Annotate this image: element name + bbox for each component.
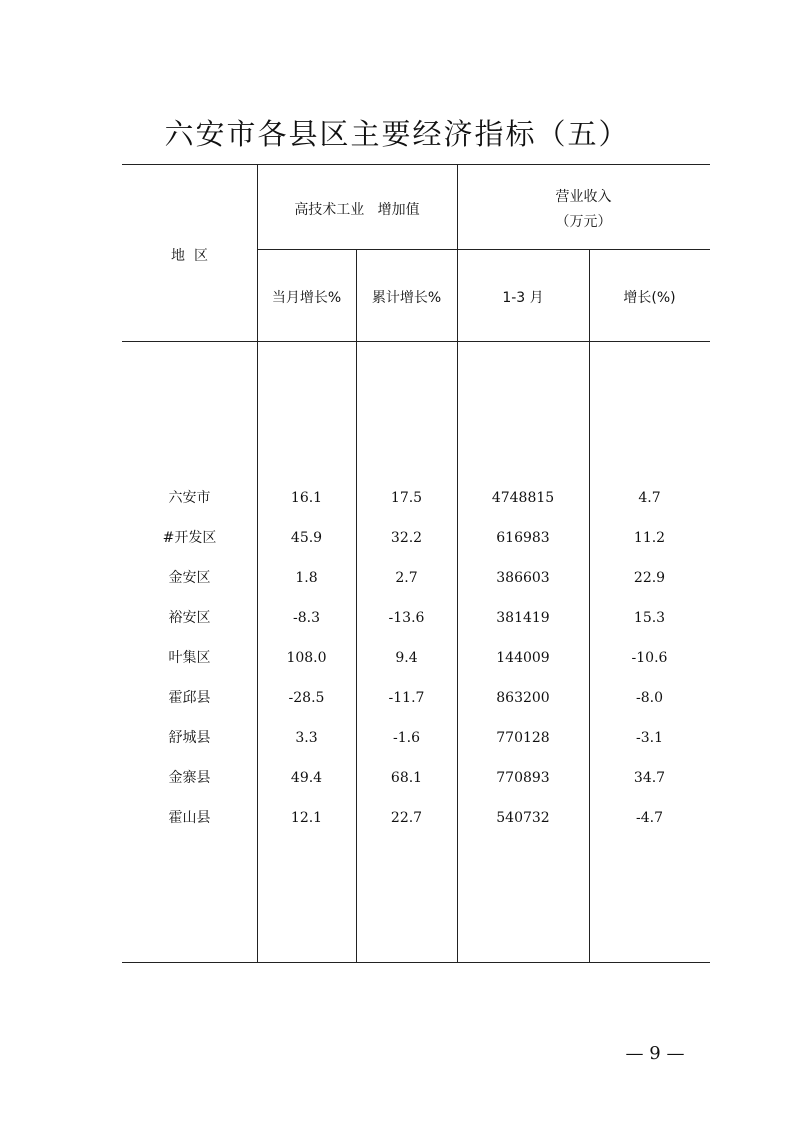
cell-revenue: 540732 [496,810,550,826]
cell-monthly-growth: 49.4 [290,770,323,786]
cell-cumulative-growth: 32.2 [390,530,423,546]
cell-region: 霍山县 [168,810,211,826]
cell-cumulative-growth: 9.4 [395,650,418,666]
col-divider-3 [457,164,458,963]
page-number: — 9 — [625,1043,685,1064]
cell-cumulative-growth: 17.5 [390,490,423,506]
cell-revenue-growth: 11.2 [633,530,666,546]
header-group-high-tech: 高技术工业 增加值 [294,202,420,218]
cell-cumulative-growth: -1.6 [393,730,420,746]
cell-cumulative-growth: -13.6 [388,610,425,626]
cell-monthly-growth: 12.1 [290,810,323,826]
cell-region: 金寨县 [168,770,211,786]
cell-monthly-growth: 3.3 [295,730,318,746]
cell-revenue: 616983 [496,530,550,546]
cell-revenue: 4748815 [491,490,555,506]
header-region: 地 区 [171,248,208,264]
cell-revenue: 770128 [496,730,550,746]
cell-region: 叶集区 [168,650,211,666]
cell-cumulative-growth: 2.7 [395,570,418,586]
cell-revenue: 144009 [496,650,550,666]
cell-cumulative-growth: 22.7 [390,810,423,826]
cell-revenue: 386603 [496,570,550,586]
col-divider-1 [257,164,258,963]
cell-monthly-growth: 1.8 [295,570,318,586]
cell-revenue: 770893 [496,770,550,786]
cell-region: #开发区 [162,530,217,546]
cell-revenue-growth: 34.7 [633,770,666,786]
cell-cumulative-growth: 68.1 [390,770,423,786]
cell-region: 舒城县 [168,730,211,746]
header-monthly-growth: 当月增长% [271,290,342,306]
cell-revenue: 863200 [496,690,550,706]
cell-monthly-growth: -28.5 [288,690,325,706]
cell-monthly-growth: -8.3 [293,610,320,626]
header-group-revenue-line1: 营业收入 [555,189,612,205]
cell-monthly-growth: 45.9 [290,530,323,546]
cell-region: 霍邱县 [168,690,211,706]
cell-revenue: 381419 [496,610,550,626]
table-top-rule [122,164,710,165]
cell-revenue-growth: 22.9 [633,570,666,586]
cell-monthly-growth: 108.0 [286,650,327,666]
cell-region: 金安区 [168,570,211,586]
header-bottom-rule [122,341,710,342]
group-header-rule [257,249,710,250]
header-group-revenue-line2: （万元） [555,214,612,230]
cell-monthly-growth: 16.1 [290,490,323,506]
cell-revenue-growth: -10.6 [631,650,668,666]
cell-region: 裕安区 [168,610,211,626]
header-cumulative-growth: 累计增长% [371,290,442,306]
cell-revenue-growth: -4.7 [636,810,663,826]
cell-revenue-growth: -3.1 [636,730,663,746]
col-divider-2 [356,249,357,963]
cell-revenue-growth: -8.0 [636,690,663,706]
col-divider-4 [589,249,590,963]
page-title: 六安市各县区主要经济指标（五） [164,117,630,151]
header-revenue-jan-mar: 1-3 月 [502,290,544,306]
cell-region: 六安市 [168,490,211,506]
header-revenue-growth: 增长(%) [623,290,676,306]
table-bottom-rule [122,962,710,963]
cell-revenue-growth: 15.3 [633,610,666,626]
cell-revenue-growth: 4.7 [638,490,661,506]
cell-cumulative-growth: -11.7 [388,690,425,706]
